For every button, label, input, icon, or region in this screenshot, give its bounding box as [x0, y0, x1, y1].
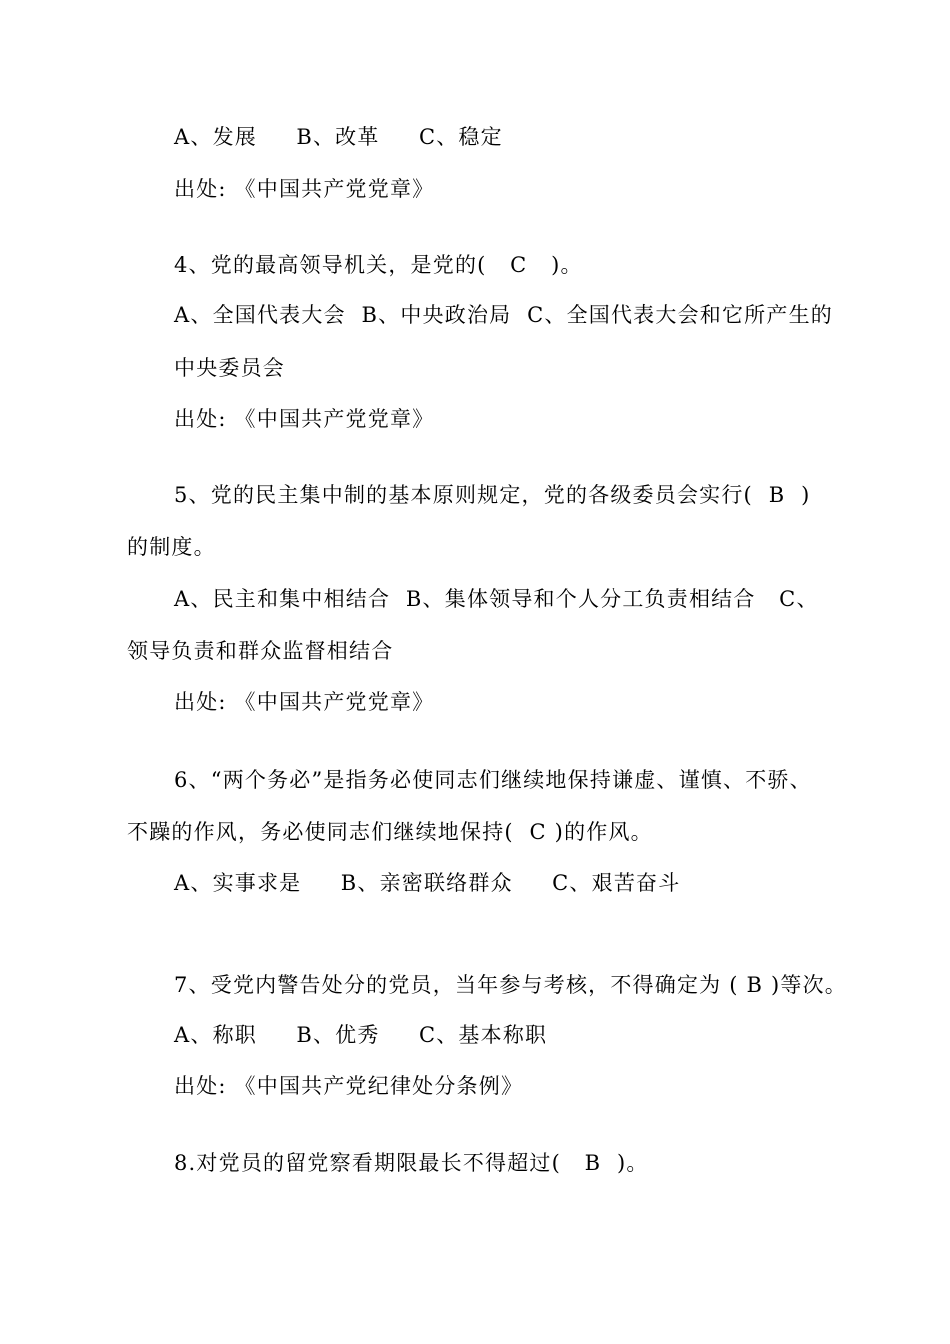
question-4: 4、党的最高领导机关，是党的( C )。: [174, 253, 583, 277]
question-5-line1: 5、党的民主集中制的基本原则规定，党的各级委员会实行( B ): [174, 483, 811, 507]
question-8: 8.对党员的留党察看期限最长不得超过( B )。: [174, 1151, 649, 1175]
source-q7: 出处: 《中国共产党纪律处分条例》: [174, 1074, 524, 1098]
source-q3: 出处: 《中国共产党党章》: [174, 177, 435, 201]
question-7: 7、受党内警告处分的党员，当年参与考核，不得确定为 ( B )等次。: [174, 973, 848, 997]
source-q5: 出处: 《中国共产党党章》: [174, 690, 435, 714]
options-q5-line2: 领导负责和群众监督相结合: [127, 639, 394, 663]
question-6-line1: 6、“两个务必”是指务必使同志们继续地保持谦虚、谨慎、不骄、: [174, 768, 812, 792]
options-q7: A、称职 B、优秀 C、基本称职: [174, 1023, 548, 1047]
options-q6: A、实事求是 B、亲密联络群众 C、艰苦奋斗: [174, 871, 681, 895]
options-q4-line2: 中央委员会: [174, 356, 285, 380]
question-6-line2: 不躁的作风，务必使同志们继续地保持( C )的作风。: [127, 820, 653, 844]
question-5-line2: 的制度。: [127, 535, 216, 559]
options-q5-line1: A、民主和集中相结合 B、集体领导和个人分工负责相结合 C、: [174, 587, 819, 611]
source-q4: 出处: 《中国共产党党章》: [174, 407, 435, 431]
options-q3: A、发展 B、改革 C、稳定: [174, 125, 503, 149]
options-q4-line1: A、全国代表大会 B、中央政治局 C、全国代表大会和它所产生的: [174, 303, 833, 327]
